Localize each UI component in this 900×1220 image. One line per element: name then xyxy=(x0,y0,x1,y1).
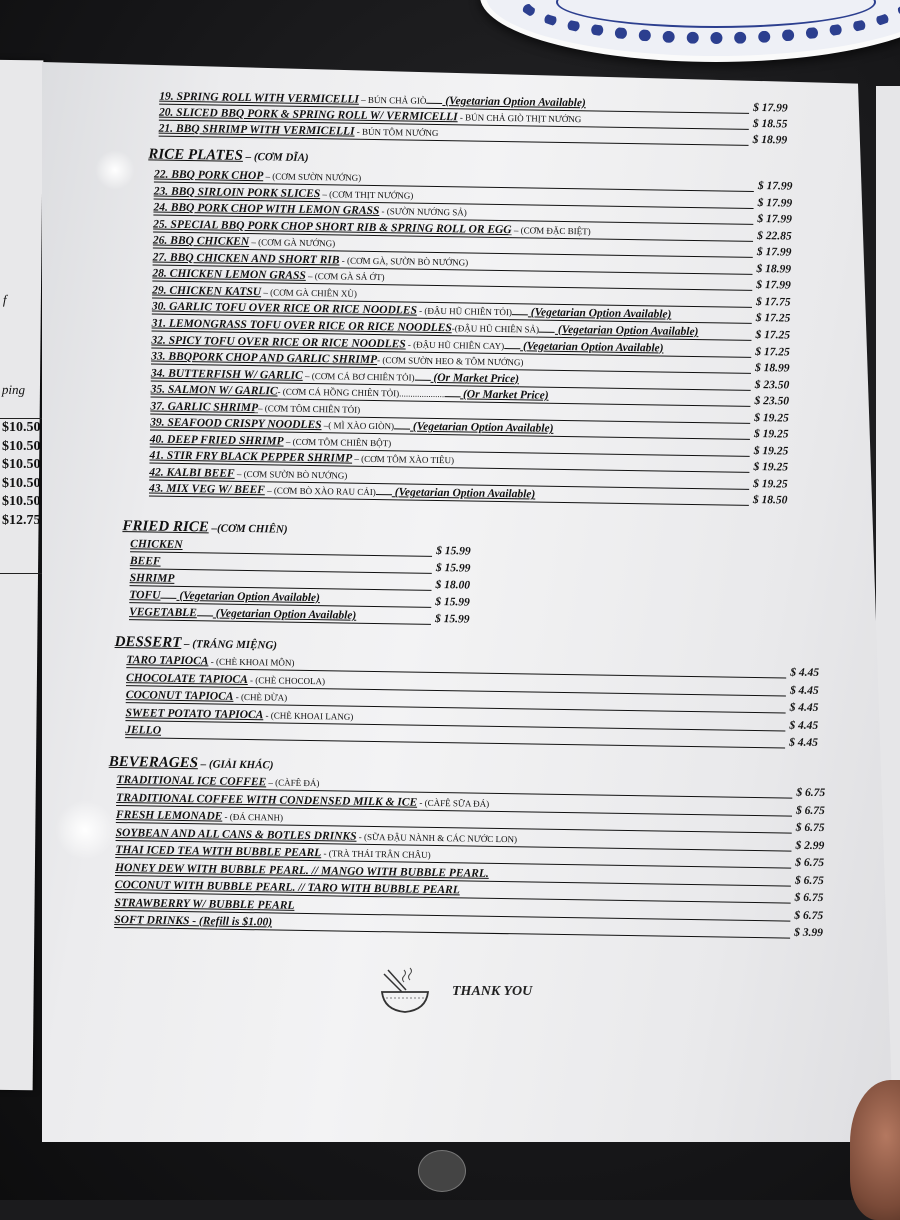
menu-item-vietnamese: - (ĐẬU HŨ CHIÊN TỎI) xyxy=(416,306,513,318)
leader-line xyxy=(444,396,460,397)
menu-item-name: SOYBEAN AND ALL CANS & BOTLES DRINKS xyxy=(115,826,357,843)
menu-item-price: $ 18.00 xyxy=(435,578,471,592)
menu-item-price: $ 17.99 xyxy=(753,101,788,115)
menu-item-name: 40. DEEP FRIED SHRIMP xyxy=(149,433,284,448)
menu-item-price: $ 3.99 xyxy=(794,926,824,940)
menu-item-price: $ 15.99 xyxy=(436,544,471,558)
menu-item-price: $ 6.75 xyxy=(794,874,824,887)
menu-item-name: 35. SALMON W/ GARLIC xyxy=(150,383,278,398)
menu-item-price: $ 18.99 xyxy=(752,133,788,147)
menu-item-vietnamese: - (CƠM SƯỜN HEO & TÔM NƯỚNG) xyxy=(377,355,524,368)
menu-item-vietnamese: – (CƠM THỊT NƯỚNG) xyxy=(320,188,414,201)
menu-item xyxy=(130,538,183,551)
menu-item-vietnamese: - (ĐẬU HŨ CHIÊN CAY) xyxy=(405,338,505,351)
menu-item xyxy=(130,572,175,585)
leader-line xyxy=(125,720,785,731)
menu-section-heading xyxy=(122,518,287,538)
section-title: FRIED RICE xyxy=(122,518,209,536)
menu-item-vietnamese: - (CƠM CÁ HỒNG CHIÊN TỎI).................... xyxy=(277,386,445,400)
menu-item-vietnamese: – (CƠM SƯỜN BÒ NƯỚNG) xyxy=(234,468,348,481)
left-price: $10.50 xyxy=(2,420,41,435)
menu-item-price: $ 4.45 xyxy=(789,719,819,732)
leader-line xyxy=(394,429,410,430)
menu-item-option-note: (Vegetarian Option Available) xyxy=(176,589,321,605)
leader-line xyxy=(197,615,213,616)
menu-item-option-note: (Vegetarian Option Available) xyxy=(527,306,672,322)
menu-item-vietnamese: - BÚN CHẢ GIÒ THỊT NƯỚNG xyxy=(457,112,582,125)
menu-item-option-note: (Or Market Price) xyxy=(430,371,520,385)
menu-item-name: 37. GARLIC SHRIMP xyxy=(150,400,259,414)
menu-item-option-note: (Vegetarian Option Available) xyxy=(442,95,586,110)
menu-item-name: 33. BBQPORK CHOP AND GARLIC SHRIMP xyxy=(151,350,378,367)
menu-item-price: $ 22.85 xyxy=(757,229,792,243)
left-price: $10.50 xyxy=(2,494,41,509)
menu-item-vietnamese: - (CHÈ CHOCOLA) xyxy=(247,674,326,686)
menu-item-price: $ 4.45 xyxy=(789,684,819,697)
leader-line xyxy=(512,315,528,316)
menu-item-price: $ 18.99 xyxy=(754,362,790,375)
menu-item-price: $ 6.75 xyxy=(794,909,824,922)
menu-item-vietnamese: - (ĐÁ CHANH) xyxy=(222,811,284,823)
noodle-bowl-icon xyxy=(376,966,432,1016)
menu-item-name: 21. BBQ SHRIMP WITH VERMICELLI xyxy=(158,122,355,138)
menu-item-price: $ 4.45 xyxy=(789,701,819,715)
menu-item-option-note: (Vegetarian Option Available) xyxy=(409,420,554,436)
menu-item-vietnamese: - (SỮA ĐẬU NÀNH & CÁC NƯỚC LON) xyxy=(356,831,518,844)
menu-item-name: THAI ICED TEA WITH BUBBLE PEARL xyxy=(115,843,322,860)
menu-item-name: SHRIMP xyxy=(129,572,175,585)
menu-item-price: $ 23.50 xyxy=(754,378,790,392)
menu-item-price: $ 17.99 xyxy=(756,246,792,259)
leader-line xyxy=(415,379,431,380)
menu-section-heading xyxy=(109,754,274,774)
table-knob xyxy=(418,1150,466,1192)
menu-item-name: 26. BBQ CHICKEN xyxy=(152,234,250,249)
menu-item-name: BEEF xyxy=(129,555,161,568)
menu-item-name: TOFU xyxy=(129,589,161,602)
menu-item-price: $ 4.45 xyxy=(789,736,819,750)
menu-item-name: 32. SPICY TOFU OVER RICE OR RICE NOODLES xyxy=(151,333,406,350)
menu-item-name: 41. STIR FRY BLACK PEPPER SHRIMP xyxy=(149,449,353,466)
menu-item-name: 29. CHICKEN KATSU xyxy=(152,284,262,299)
menu-item-vietnamese: – (CƠM TÔM CHIÊN BỘT) xyxy=(283,436,392,449)
thank-you-text: THANK YOU xyxy=(452,984,533,999)
leader-line xyxy=(130,551,432,557)
section-title: RICE PLATES xyxy=(148,146,244,164)
left-page-fragment: ping xyxy=(1,381,26,398)
menu-item-name: 30. GARLIC TOFU OVER RICE OR RICE NOODLES xyxy=(151,300,417,318)
menu-item-name: 31. LEMONGRASS TOFU OVER RICE OR RICE NOODLES xyxy=(151,317,452,335)
menu-item xyxy=(125,724,161,737)
leader-line xyxy=(114,927,790,939)
menu-item-price: $ 19.25 xyxy=(753,461,789,474)
menu-item-vietnamese: – (CƠM ĐẶC BIỆT) xyxy=(511,224,591,237)
menu-item-name: FRESH LEMONADE xyxy=(115,808,223,823)
section-title: DESSERT xyxy=(114,633,182,652)
menu-item-name: 23. BBQ SIRLOIN PORK SLICES xyxy=(153,185,321,200)
menu-item-price: $ 17.25 xyxy=(755,328,791,342)
leader-line xyxy=(159,136,749,146)
menu-item-name: 19. SPRING ROLL WITH VERMICELLI xyxy=(159,90,360,106)
menu-item-price: $ 19.25 xyxy=(753,428,789,441)
menu-item-name: HONEY DEW WITH BUBBLE PEARL. // MANGO WITH BUBBLE PEARL. xyxy=(115,861,489,880)
menu-item-price: $ 15.99 xyxy=(435,561,471,575)
menu-item-price: $ 19.25 xyxy=(754,411,789,425)
menu-item-price: $ 6.75 xyxy=(795,821,825,835)
menu-item-vietnamese: – (CƠM GÀ NƯỚNG) xyxy=(249,237,336,249)
menu-item-vietnamese: – BÚN CHẢ GIÒ xyxy=(358,94,427,106)
menu-item-price: $ 6.75 xyxy=(794,891,824,905)
leader-line xyxy=(125,737,785,748)
menu-item-vietnamese: - BÚN TÔM NƯỚNG xyxy=(354,126,439,138)
menu-item xyxy=(114,914,272,928)
menu-item-vietnamese: - (CHÈ KHOAI LANG) xyxy=(263,709,354,722)
menu-item-vietnamese: – (CƠM CÁ BƠ CHIÊN TỎI) xyxy=(302,370,415,383)
menu-item-price: $ 2.99 xyxy=(795,839,825,852)
menu-item-option-note: (Or Market Price) xyxy=(460,388,549,402)
section-vietnamese: –(CƠM CHIÊN) xyxy=(208,522,288,536)
left-page-fragment: f xyxy=(2,291,7,307)
menu-item-name: 34. BUTTERFISH W/ GARLIC xyxy=(150,367,303,382)
menu-item-vietnamese: - (CHÈ KHOAI MÔN) xyxy=(208,656,295,668)
section-vietnamese: – (CƠM DĨA) xyxy=(242,150,309,164)
menu-item-name: 43. MIX VEG W/ BEEF xyxy=(148,482,265,497)
menu-item-price: $ 4.45 xyxy=(790,666,820,680)
menu-item-name: VEGETABLE xyxy=(129,606,197,620)
menu-item-price: $ 6.75 xyxy=(796,786,826,800)
menu-item-option-note: (Vegetarian Option Available) xyxy=(391,486,536,501)
menu-item-name: 24. BBQ PORK CHOP WITH LEMON GRASS xyxy=(153,201,380,218)
left-price: $12.75 xyxy=(2,512,41,528)
menu-item-vietnamese: - (CHÈ DỪA) xyxy=(233,691,288,703)
left-price: $10.50 xyxy=(2,475,41,491)
menu-item-name: 20. SLICED BBQ PORK & SPRING ROLL W/ VERMICELLI xyxy=(158,106,458,124)
menu-item-name: 42. KALBI BEEF xyxy=(149,466,235,480)
menu-item-name: TARO TAPIOCA xyxy=(126,654,209,668)
menu-item-price: $ 17.99 xyxy=(757,213,792,226)
menu-item-option-note: (Vegetarian Option Available) xyxy=(212,607,357,622)
menu-item-vietnamese: – (CÀFÊ ĐÁ) xyxy=(266,777,320,789)
menu-item-vietnamese: – (CƠM TÔM CHIÊN TỎI) xyxy=(257,402,361,415)
menu-item-vietnamese: – (CƠM TÔM XÀO TIÊU) xyxy=(352,454,455,466)
leader-line xyxy=(539,332,555,333)
menu-item-vietnamese: –( MÌ XÀO GIÒN) xyxy=(321,420,395,432)
menu-item-price: $ 17.25 xyxy=(755,345,790,359)
menu-item-name: STRAWBERRY W/ BUBBLE PEARL xyxy=(114,896,295,912)
menu-item-name: 27. BBQ CHICKEN AND SHORT RIB xyxy=(152,251,340,267)
menu-item-name: CHOCOLATE TAPIOCA xyxy=(126,671,248,686)
menu-item-price: $ 17.25 xyxy=(755,312,791,325)
menu-item-name: JELLO xyxy=(125,724,162,737)
menu-item-name: TRADITIONAL COFFEE WITH CONDENSED MILK & ICE xyxy=(116,791,418,809)
menu-item xyxy=(130,555,161,567)
leader-line xyxy=(426,103,442,104)
left-price: $10.50 xyxy=(2,438,41,454)
menu-item-name: SOFT DRINKS - (Refill is $1.00) xyxy=(114,913,273,929)
section-vietnamese: – (GIẢI KHÁC) xyxy=(197,758,274,772)
menu-item-name: 28. CHICKEN LEMON GRASS xyxy=(152,267,306,283)
menu-item-price: $ 23.50 xyxy=(754,395,790,408)
menu-section-heading xyxy=(115,634,278,654)
menu-item-vietnamese: – (CƠM GÀ SẢ ỚT) xyxy=(305,271,385,283)
menu-item-vietnamese: – (CƠM BÒ XÀO RAU CẢI) xyxy=(264,485,376,498)
menu-item-name: COCONUT TAPIOCA xyxy=(125,689,234,703)
menu-item xyxy=(126,689,288,704)
menu-item-name: CHICKEN xyxy=(130,538,183,552)
menu-item-price: $ 19.25 xyxy=(753,444,789,458)
menu-item-price: $ 19.25 xyxy=(753,477,788,491)
menu-item-price: $ 18.55 xyxy=(752,117,788,131)
menu-item-price: $ 6.75 xyxy=(796,804,825,817)
menu-item-vietnamese: - (CÀFÊ SỮA ĐÁ) xyxy=(417,797,490,809)
menu-item-name: COCONUT WITH BUBBLE PEARL. // TARO WITH BUBBLE PEARL xyxy=(114,878,460,897)
menu-item-vietnamese: -(ĐẬU HŨ CHIÊN SẢ) xyxy=(451,323,540,335)
menu-item-vietnamese: - (SƯỜN NƯỚNG SẢ) xyxy=(379,206,467,218)
section-vietnamese: – (TRÁNG MIỆNG) xyxy=(181,638,278,652)
menu-item-option-note: (Vegetarian Option Available) xyxy=(520,339,664,355)
section-title: BEVERAGES xyxy=(108,753,199,772)
menu-item-price: $ 15.99 xyxy=(435,595,470,609)
menu-item-price: $ 17.99 xyxy=(757,180,793,193)
menu-item-price: $ 6.75 xyxy=(795,856,825,870)
menu-item-vietnamese: - (CƠM GÀ, SƯỜN BÒ NƯỚNG) xyxy=(339,255,469,268)
menu-item-name: 22. BBQ PORK CHOP xyxy=(153,168,264,183)
menu-item-price: $ 15.99 xyxy=(434,612,470,626)
menu-item-name: TRADITIONAL ICE COFFEE xyxy=(116,774,267,789)
menu-item-price: $ 17.75 xyxy=(755,295,791,309)
menu-item-name: 39. SEAFOOD CRISPY NOODLES xyxy=(150,416,322,432)
menu-item-name: SWEET POTATO TAPIOCA xyxy=(125,706,264,721)
menu-section-heading xyxy=(148,146,309,166)
leader-line xyxy=(160,598,176,599)
left-price: $10.50 xyxy=(2,457,41,472)
menu-item-vietnamese: – (CƠM GÀ CHIÊN XÙ) xyxy=(261,287,357,299)
menu-item-price: $ 17.99 xyxy=(756,279,791,292)
menu-item-vietnamese: - (TRÀ THÁI TRÂN CHÂU) xyxy=(321,848,431,860)
leader-line xyxy=(504,348,520,349)
menu-item-price: $ 18.99 xyxy=(756,262,792,276)
menu-item-price: $ 18.50 xyxy=(752,494,788,507)
menu-item-option-note: (Vegetarian Option Available) xyxy=(554,323,699,339)
leader-line xyxy=(376,494,392,495)
menu-item-vietnamese: – (CƠM SƯỜN NƯỚNG) xyxy=(263,171,362,183)
menu-item-name: 25. SPECIAL BBQ PORK CHOP SHORT RIB & SPRING ROLL OR EGG xyxy=(153,218,512,236)
menu-item-price: $ 17.99 xyxy=(757,196,793,210)
leader-line xyxy=(130,568,432,574)
